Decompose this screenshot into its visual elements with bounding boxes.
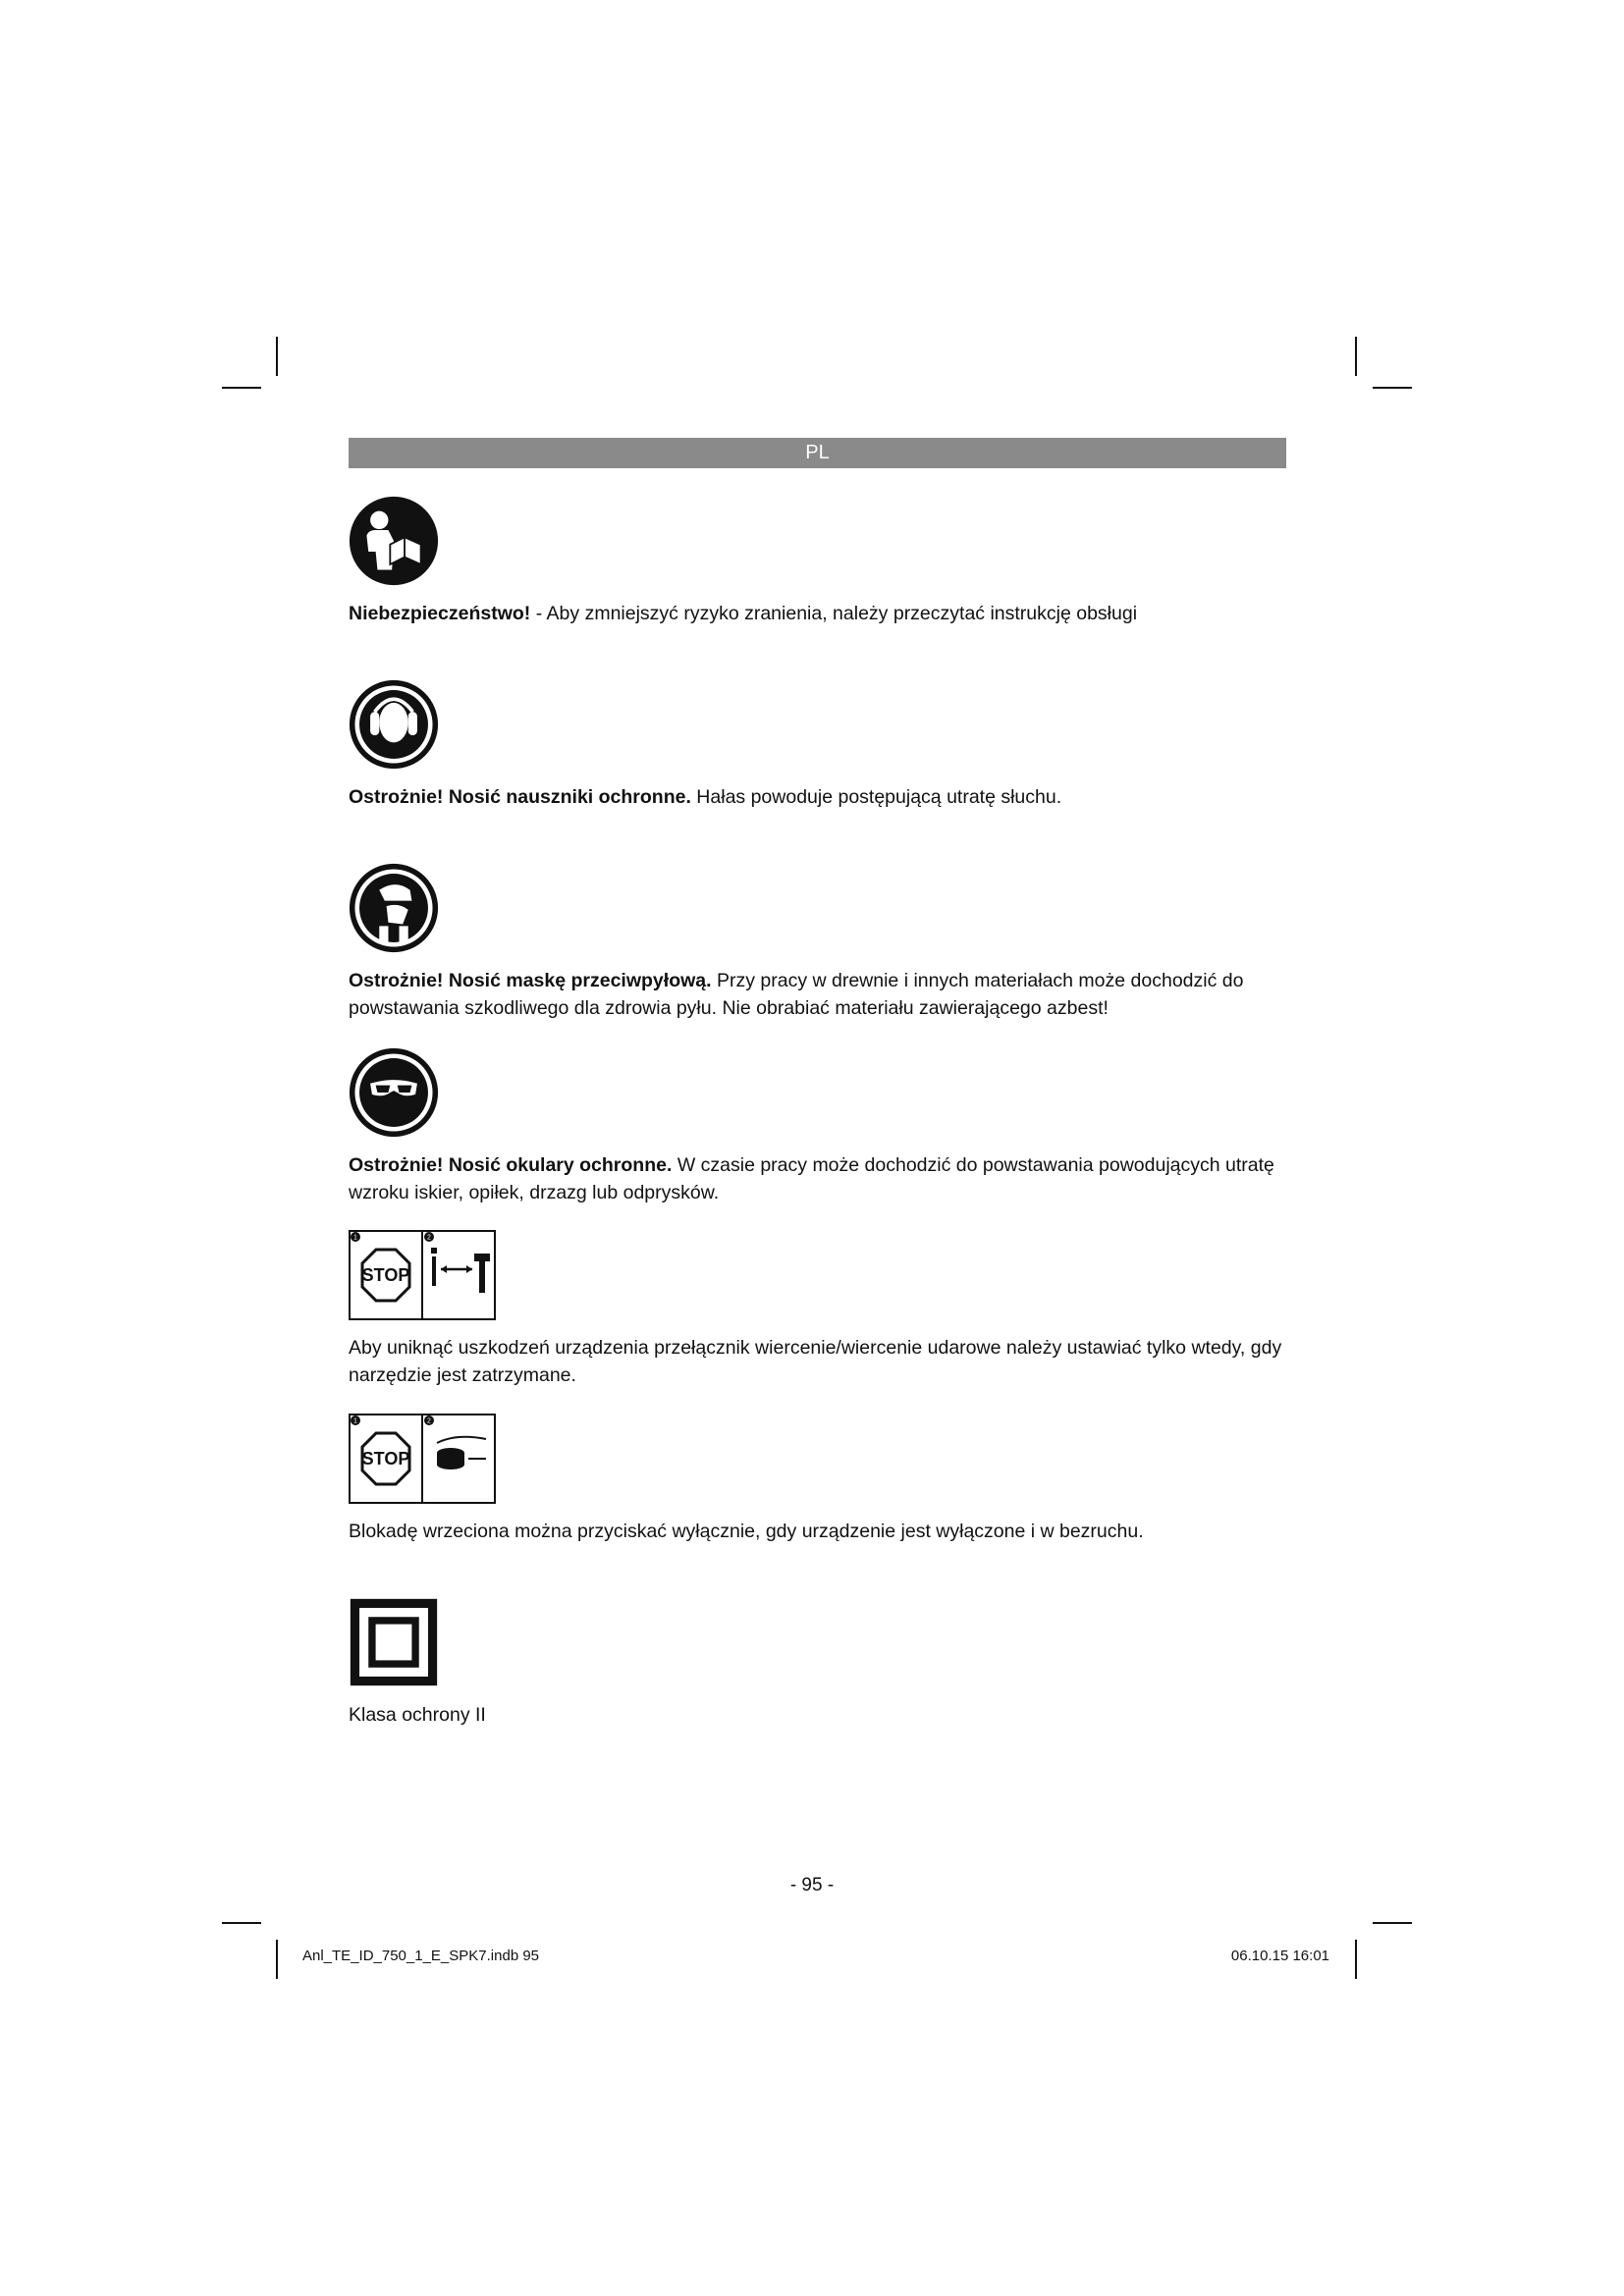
page-number: - 95 - — [789, 1875, 835, 1896]
crop-mark — [276, 337, 278, 376]
crop-mark — [1355, 337, 1357, 376]
crop-mark — [222, 387, 261, 389]
ear-protection-icon — [349, 679, 439, 770]
warning-text: Niebezpieczeństwo! - Aby zmniejszyć ryzyko zranienia, należy przeczytać instrukcję obsługi — [349, 603, 1138, 624]
notice-text: Blokadę wrzeciona można przyciskać wyłącznie, gdy urządzenie jest wyłączone i w bezruchu. — [349, 1521, 1144, 1542]
panel-number: 2 — [427, 1234, 431, 1242]
crop-mark — [1373, 1922, 1412, 1924]
crop-mark — [276, 1940, 278, 1979]
warning-dust-mask — [349, 863, 1291, 1022]
warning-text: Ostrożnie! Nosić okulary ochronne. W czasie pracy może dochodzić do powstawania powodujących utratę wzroku iskier, opiłek, drzazg lub odprysków. — [349, 1154, 1274, 1203]
language-header: PL — [349, 438, 1286, 468]
notice-spindle-lock — [349, 1414, 1291, 1545]
warning-text: Ostrożnie! Nosić nauszniki ochronne. Hałas powoduje postępującą utratę słuchu. — [349, 786, 1062, 808]
panel-number: 2 — [427, 1417, 431, 1425]
file-name: Anl_TE_ID_750_1_E_SPK7.indb 95 — [302, 1948, 540, 1964]
panel-number: 1 — [353, 1417, 357, 1425]
protection-class-ii-icon — [349, 1597, 439, 1687]
protection-class-text: Klasa ochrony II — [349, 1704, 486, 1726]
panel-number: 1 — [353, 1234, 357, 1242]
safety-goggles-icon — [349, 1047, 439, 1138]
read-manual-icon — [349, 496, 439, 586]
print-date: 06.10.15 16:01 — [1230, 1948, 1329, 1964]
notice-drill-switch — [349, 1230, 1291, 1389]
stop-spindle-lock-icon — [349, 1414, 496, 1504]
notice-text: Aby uniknąć uszkodzeń urządzenia przełącznik wiercenie/wiercenie udarowe należy ustawiać tylko wtedy, gdy narzędzie jest zatrzymane. — [349, 1337, 1282, 1386]
warning-ear-protection — [349, 679, 1291, 811]
warning-text: Ostrożnie! Nosić maskę przeciwpyłową. Przy pracy w drewnie i innych materiałach może dochodzić do powstawania szkodliwego dla zdrowia pyłu. Nie obrabiać materiału zawierającego azbest! — [349, 970, 1244, 1019]
crop-mark — [1373, 387, 1412, 389]
warning-read-manual — [349, 496, 1291, 627]
warning-safety-goggles — [349, 1047, 1291, 1206]
crop-mark — [1355, 1940, 1357, 1979]
stop-drill-switch-icon — [349, 1230, 496, 1320]
stop-label: STOP — [361, 1265, 410, 1285]
dust-mask-icon — [349, 863, 439, 953]
crop-mark — [222, 1922, 261, 1924]
stop-label: STOP — [361, 1449, 410, 1468]
protection-class-ii — [349, 1597, 1291, 1729]
